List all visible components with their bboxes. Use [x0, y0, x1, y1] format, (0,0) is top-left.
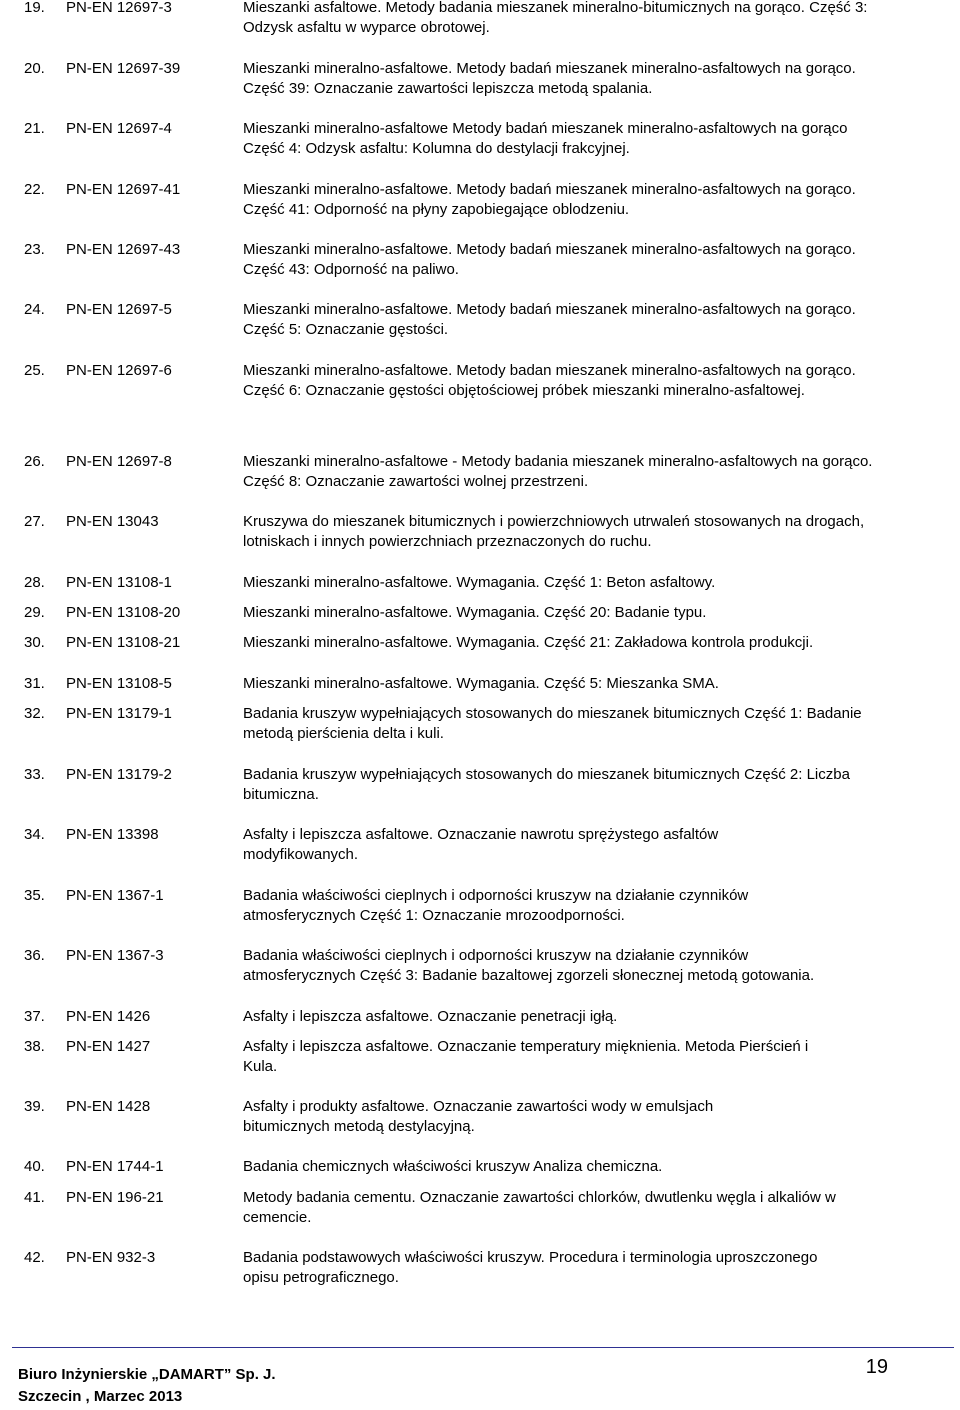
item-number: 22.	[24, 181, 45, 198]
standard-title: Badania kruszyw wypełniających stosowanych do mieszanek bitumicznych Część 2: Liczba bitumiczna.	[243, 766, 850, 803]
standard-code: PN-EN 12697-5	[66, 301, 172, 318]
item-number: 19.	[24, 0, 45, 16]
standard-title: Mieszanki asfaltowe. Metody badania mieszanek mineralno-bitumicznych na gorąco. Część 3: Odzysk asfaltu w wyparce obrotowej.	[243, 0, 868, 36]
standard-code: PN-EN 13108-21	[66, 634, 181, 651]
standard-title: Kruszywa do mieszanek bitumicznych i powierzchniowych utrwaleń stosowanych na drogach, lotniskach i innych powierzchniach przeznaczonych do ruchu.	[243, 513, 865, 550]
standard-title: Mieszanki mineralno-asfaltowe. Metody badań mieszanek mineralno-asfaltowych na gorąco. Część 39: Oznaczanie zawartości lepiszcza metodą spalania.	[243, 60, 856, 97]
standard-code: PN-EN 13398	[66, 826, 159, 843]
standard-title: Mieszanki mineralno-asfaltowe. Wymagania. Część 21: Zakładowa kontrola produkcji.	[243, 634, 814, 651]
standard-code: PN-EN 12697-3	[66, 0, 172, 16]
item-number: 25.	[24, 362, 45, 379]
footer-divider	[12, 1347, 954, 1348]
standard-code: PN-EN 12697-8	[66, 453, 172, 470]
standard-code: PN-EN 12697-41	[66, 181, 181, 198]
standard-code: PN-EN 1426	[66, 1008, 151, 1025]
standard-title: Badania właściwości cieplnych i odporności kruszyw na działanie czynników atmosferycznych Część 1: Oznaczanie mrozoodporności.	[243, 887, 749, 924]
standard-title: Mieszanki mineralno-asfaltowe - Metody badania mieszanek mineralno-asfaltowych na gorąco. Część 8: Oznaczanie zawartości wolnej przestrzeni.	[243, 453, 873, 490]
item-number: 38.	[24, 1038, 45, 1055]
standard-title: Mieszanki mineralno-asfaltowe. Metody badan mieszanek mineralno-asfaltowych na gorąco. Część 6: Oznaczanie gęstości objętościowej próbek mieszanki mineralno-asfaltowej.	[243, 362, 856, 399]
standard-code: PN-EN 1428	[66, 1098, 151, 1115]
standard-code: PN-EN 12697-6	[66, 362, 172, 379]
standard-code: PN-EN 12697-43	[66, 241, 181, 258]
footer-company-name: Biuro Inżynierskie „DAMART” Sp. J.	[18, 1366, 276, 1383]
standard-title: Asfalty i lepiszcza asfaltowe. Oznaczanie nawrotu sprężystego asfaltów modyfikowanych.	[243, 826, 719, 863]
standard-title: Mieszanki mineralno-asfaltowe. Wymagania. Część 1: Beton asfaltowy.	[243, 574, 716, 591]
standard-title: Mieszanki mineralno-asfaltowe. Metody badań mieszanek mineralno-asfaltowych na gorąco. Część 41: Odporność na płyny zapobiegające oblodzeniu.	[243, 181, 856, 218]
item-number: 21.	[24, 120, 45, 137]
standard-code: PN-EN 13179-1	[66, 705, 172, 722]
item-number: 28.	[24, 574, 45, 591]
item-number: 27.	[24, 513, 45, 530]
item-number: 34.	[24, 826, 45, 843]
item-number: 33.	[24, 766, 45, 783]
item-number: 35.	[24, 887, 45, 904]
item-number: 40.	[24, 1158, 45, 1175]
item-number: 41.	[24, 1189, 45, 1206]
standard-title: Badania kruszyw wypełniających stosowanych do mieszanek bitumicznych Część 1: Badanie metodą pierścienia delta i kuli.	[243, 705, 862, 742]
item-number: 23.	[24, 241, 45, 258]
standard-title: Badania właściwości cieplnych i odporności kruszyw na działanie czynników atmosferycznych Część 3: Badanie bazaltowej zgorzeli słonecznej metodą gotowania.	[243, 947, 815, 984]
standard-code: PN-EN 1367-1	[66, 887, 164, 904]
standard-code: PN-EN 13043	[66, 513, 159, 530]
standard-code: PN-EN 13179-2	[66, 766, 172, 783]
standard-code: PN-EN 1367-3	[66, 947, 164, 964]
standard-code: PN-EN 196-21	[66, 1189, 164, 1206]
page-number: 19	[865, 1356, 888, 1378]
standard-title: Asfalty i lepiszcza asfaltowe. Oznaczanie penetracji igłą.	[243, 1008, 618, 1025]
standard-code: PN-EN 1427	[66, 1038, 151, 1055]
item-number: 24.	[24, 301, 45, 318]
standard-title: Metody badania cementu. Oznaczanie zawartości chlorków, dwutlenku węgla i alkaliów w cemencie.	[243, 1189, 836, 1226]
standard-code: PN-EN 1744-1	[66, 1158, 164, 1175]
standard-code: PN-EN 12697-4	[66, 120, 172, 137]
standard-title: Badania podstawowych właściwości kruszyw. Procedura i terminologia uproszczonego opisu petrograficznego.	[243, 1249, 818, 1286]
item-number: 26.	[24, 453, 45, 470]
footer-place-date: Szczecin , Marzec 2013	[18, 1388, 183, 1405]
standard-title: Mieszanki mineralno-asfaltowe. Wymagania. Część 20: Badanie typu.	[243, 604, 707, 621]
standard-title: Mieszanki mineralno-asfaltowe. Metody badań mieszanek mineralno-asfaltowych na gorąco. Część 43: Odporność na paliwo.	[243, 241, 856, 278]
standard-title: Mieszanki mineralno-asfaltowe. Metody badań mieszanek mineralno-asfaltowych na gorąco. Część 5: Oznaczanie gęstości.	[243, 301, 856, 338]
item-number: 39.	[24, 1098, 45, 1115]
standard-code: PN-EN 932-3	[66, 1249, 156, 1266]
standard-title: Mieszanki mineralno-asfaltowe Metody badań mieszanek mineralno-asfaltowych na gorąco Część 4: Odzysk asfaltu: Kolumna do destylacji frakcyjnej.	[243, 120, 848, 157]
item-number: 30.	[24, 634, 45, 651]
standard-code: PN-EN 13108-5	[66, 675, 172, 692]
item-number: 29.	[24, 604, 45, 621]
standard-title: Asfalty i produkty asfaltowe. Oznaczanie zawartości wody w emulsjach bitumicznych metodą destylacyjną.	[243, 1098, 714, 1135]
standard-title: Badania chemicznych właściwości kruszyw Analiza chemiczna.	[243, 1158, 663, 1175]
standard-title: Asfalty i lepiszcza asfaltowe. Oznaczanie temperatury mięknienia. Metoda Pierścień i Kula.	[243, 1038, 809, 1075]
item-number: 36.	[24, 947, 45, 964]
item-number: 37.	[24, 1008, 45, 1025]
standard-code: PN-EN 12697-39	[66, 60, 181, 77]
item-number: 31.	[24, 675, 45, 692]
standard-code: PN-EN 13108-20	[66, 604, 181, 621]
standard-code: PN-EN 13108-1	[66, 574, 172, 591]
standard-title: Mieszanki mineralno-asfaltowe. Wymagania. Część 5: Mieszanka SMA.	[243, 675, 719, 692]
item-number: 42.	[24, 1249, 45, 1266]
item-number: 32.	[24, 705, 45, 722]
item-number: 20.	[24, 60, 45, 77]
